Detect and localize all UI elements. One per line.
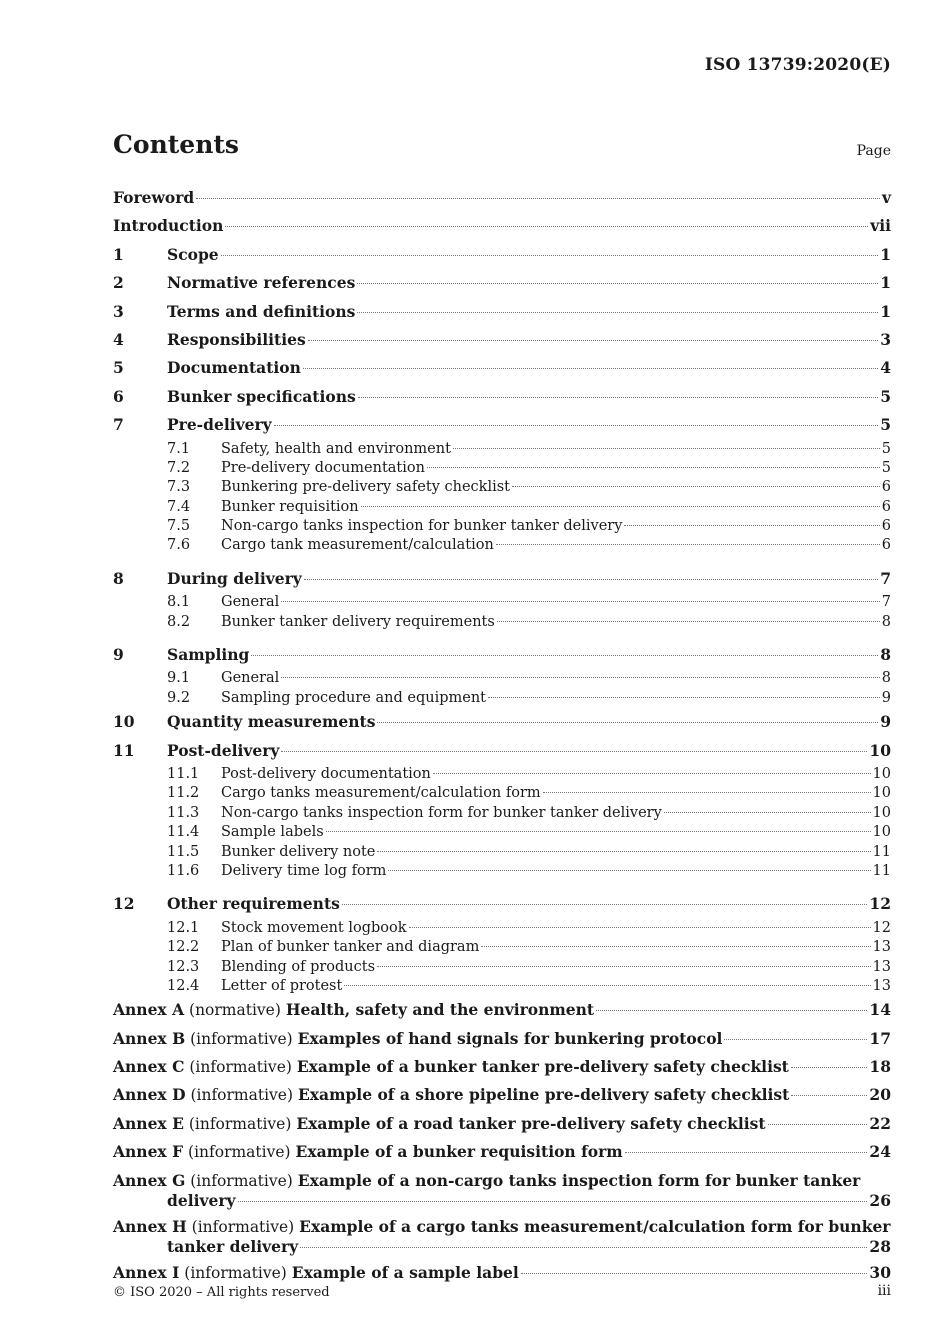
toc-annex-title: Example of a non-cargo tanks inspection form for bunker tanker <box>297 1170 861 1190</box>
toc-annex-title: Example of a shore pipeline pre-delivery safety checklist <box>297 1085 790 1105</box>
toc-annex-id: Annex C <box>113 1057 185 1077</box>
toc-entry-label: Bunkering pre-delivery safety checklist <box>221 479 510 496</box>
toc-annex-label <box>113 1081 789 1109</box>
toc-entry-subclause[interactable] <box>113 765 891 784</box>
toc-entry-page: 8 <box>880 645 891 665</box>
toc-annex-id: Annex D <box>113 1085 186 1105</box>
toc-dot-leader <box>326 831 871 832</box>
toc-annex-line-2 <box>113 1191 891 1211</box>
toc-entry-page: 6 <box>881 537 891 554</box>
toc-entry-label: Bunker tanker delivery requirements <box>221 613 495 630</box>
toc-entry-page: 1 <box>880 244 891 264</box>
toc-entry-page: 10 <box>872 824 891 841</box>
document-id-header: ISO 13739:2020(E) <box>704 55 891 75</box>
toc-entry-subclause[interactable] <box>113 593 891 612</box>
toc-annex-line-1 <box>113 1167 891 1191</box>
toc-entry-subclause[interactable] <box>113 536 891 555</box>
toc-annex-title: Health, safety and the environment <box>285 1000 595 1020</box>
toc-annex-label <box>113 1259 519 1287</box>
toc-entry-label: Introduction <box>113 216 224 236</box>
toc-entry-label: Cargo tank measurement/calculation <box>221 537 494 554</box>
toc-dot-leader <box>521 1273 868 1274</box>
toc-entry-label: Cargo tanks measurement/calculation form <box>221 785 541 802</box>
toc-entry-page: 7 <box>880 568 891 588</box>
toc-entry-number: 7.2 <box>167 459 191 476</box>
toc-entry-page: 24 <box>869 1142 891 1162</box>
toc-entry-number: 11.1 <box>167 765 200 782</box>
toc-entry-label: Stock movement logbook <box>221 919 407 936</box>
toc-dot-leader <box>768 1124 868 1125</box>
toc-entry-annex[interactable] <box>113 1081 891 1109</box>
toc-entry-page: 9 <box>880 712 891 732</box>
toc-dot-leader <box>409 927 871 928</box>
toc-entry-page: 30 <box>869 1262 891 1282</box>
toc-entry-subclause[interactable] <box>113 613 891 632</box>
toc-dot-leader <box>281 751 867 752</box>
toc-entry-number: 7 <box>113 415 124 435</box>
toc-annex-line-1 <box>113 1213 891 1237</box>
toc-entry-label: Foreword <box>113 188 195 207</box>
toc-entry-page: 26 <box>869 1190 891 1210</box>
toc-entry-number: 12 <box>113 894 135 914</box>
toc-annex-label <box>113 1053 789 1081</box>
toc-entry-page: 5 <box>881 459 891 476</box>
toc-dot-leader <box>377 722 878 723</box>
toc-annex-title-cont: tanker delivery <box>167 1236 299 1256</box>
toc-entry-number: 8.2 <box>167 613 191 630</box>
toc-entry-page: 5 <box>881 440 891 457</box>
toc-entry-label: Normative references <box>167 273 356 293</box>
toc-entry-number: 12.2 <box>167 939 200 956</box>
toc-dot-leader <box>342 904 868 905</box>
toc-entry-page: 3 <box>880 329 891 349</box>
toc-entry-label: Responsibilities <box>167 329 306 349</box>
toc-entry-number: 10 <box>113 712 135 732</box>
toc-entry-subclause[interactable] <box>113 804 891 823</box>
toc-entry-page: 10 <box>872 804 891 821</box>
toc-entry-page: 8 <box>881 670 891 687</box>
toc-entry-subclause[interactable] <box>113 823 891 842</box>
toc-entry-number: 7.3 <box>167 479 191 496</box>
toc-dot-leader <box>481 946 870 947</box>
toc-entry-annex[interactable] <box>113 1025 891 1053</box>
toc-dot-leader <box>281 677 879 678</box>
toc-entry-clause[interactable] <box>113 708 891 736</box>
toc-entry-subclause[interactable] <box>113 478 891 497</box>
toc-entry-label: Sampling <box>167 645 250 665</box>
toc-entry-number: 7.1 <box>167 440 191 457</box>
copyright-footer: © ISO 2020 – All rights reserved <box>113 1285 330 1300</box>
toc-entry-label: Bunker delivery note <box>221 843 376 860</box>
toc-entry-page: 11 <box>872 862 891 879</box>
toc-annex-type: (informative) <box>190 1086 294 1105</box>
toc-annex-title-cont: delivery <box>167 1190 236 1210</box>
toc-annex-type: (informative) <box>191 1217 295 1236</box>
toc-entry-clause[interactable] <box>113 184 891 212</box>
toc-entry-clause[interactable] <box>113 298 891 326</box>
toc-dot-leader <box>543 792 871 793</box>
toc-entry-page: 13 <box>872 939 891 956</box>
toc-entry-number: 7.5 <box>167 518 191 535</box>
toc-annex-title: Example of a cargo tanks measurement/calculation form for bunker <box>299 1216 891 1236</box>
toc-annex-type: (informative) <box>188 1143 291 1162</box>
toc-entry-number: 11.2 <box>167 785 200 802</box>
toc-entry-subclause[interactable] <box>113 440 891 459</box>
toc-entry-clause[interactable] <box>113 641 891 669</box>
toc-entry-subclause[interactable] <box>113 958 891 977</box>
toc-annex-title: Example of a road tanker pre-delivery safety checklist <box>296 1113 766 1133</box>
page-title: Contents <box>113 130 240 159</box>
toc-annex-label <box>113 1138 623 1166</box>
toc-dot-leader <box>196 198 880 199</box>
toc-entry-number: 11.6 <box>167 862 200 879</box>
toc-entry-page: v <box>881 188 891 207</box>
toc-dot-leader <box>361 506 880 507</box>
toc-annex-label <box>113 1110 766 1138</box>
toc-annex-title: Example of a bunker tanker pre-delivery safety checklist <box>296 1057 789 1077</box>
toc-annex-type: (informative) <box>190 1171 293 1190</box>
toc-dot-leader <box>664 812 871 813</box>
toc-entry-page: 17 <box>869 1028 891 1048</box>
toc-entry-page: 1 <box>880 273 891 293</box>
toc-entry-label: Sampling procedure and equipment <box>221 689 486 706</box>
toc-entry-subclause[interactable] <box>113 784 891 803</box>
toc-annex-label <box>113 1025 722 1053</box>
toc-dot-leader <box>377 851 870 852</box>
toc-entry-clause[interactable] <box>113 241 891 269</box>
toc-entry-label: Post-delivery <box>167 740 280 760</box>
toc-dot-leader <box>427 467 880 468</box>
toc-dot-leader <box>488 697 880 698</box>
toc-entry-page: 13 <box>872 977 891 994</box>
toc-entry-label: Scope <box>167 244 219 264</box>
toc-dot-leader <box>625 1152 868 1153</box>
page-column-label: Page <box>856 143 891 159</box>
toc-entry-subclause[interactable] <box>113 517 891 536</box>
toc-entry-number: 12.3 <box>167 958 200 975</box>
toc-entry-label: Blending of products <box>221 958 376 975</box>
table-of-contents <box>113 184 891 1287</box>
toc-entry-annex[interactable] <box>113 1259 891 1287</box>
toc-entry-subclause[interactable] <box>113 459 891 478</box>
toc-dot-leader <box>304 579 878 580</box>
toc-entry-number: 7.6 <box>167 537 191 554</box>
toc-entry-subclause[interactable] <box>113 919 891 938</box>
toc-entry-number: 8 <box>113 568 124 588</box>
toc-entry-subclause[interactable] <box>113 862 891 881</box>
toc-entry-subclause[interactable] <box>113 938 891 957</box>
toc-entry-page: 22 <box>869 1113 891 1133</box>
toc-entry-annex[interactable] <box>113 1167 891 1213</box>
toc-annex-id: Annex F <box>113 1142 184 1162</box>
toc-entry-page: 10 <box>872 785 891 802</box>
toc-entry-annex[interactable] <box>113 1213 891 1259</box>
toc-entry-clause[interactable] <box>113 737 891 765</box>
page-number-footer: iii <box>877 1283 891 1299</box>
toc-dot-leader <box>497 621 880 622</box>
toc-entry-label: Quantity measurements <box>167 712 376 732</box>
toc-dot-leader <box>221 255 879 256</box>
toc-entry-number: 12.4 <box>167 977 200 994</box>
toc-dot-leader <box>281 601 879 602</box>
toc-entry-annex[interactable] <box>113 1138 891 1166</box>
toc-entry-page: 12 <box>872 919 891 936</box>
toc-dot-leader <box>496 544 880 545</box>
toc-dot-leader <box>300 1247 867 1248</box>
toc-entry-label: General <box>221 594 280 611</box>
toc-dot-leader <box>512 486 880 487</box>
toc-dot-leader <box>388 870 870 871</box>
toc-entry-number: 8.1 <box>167 594 191 611</box>
toc-entry-clause[interactable] <box>113 212 891 240</box>
toc-entry-page: 6 <box>881 518 891 535</box>
toc-entry-page: 20 <box>869 1085 891 1105</box>
toc-entry-label: Bunker specifications <box>167 386 356 406</box>
toc-entry-label: Bunker requisition <box>221 498 359 515</box>
toc-entry-label: Non-cargo tanks inspection form for bunker tanker delivery <box>221 804 662 821</box>
toc-entry-number: 12.1 <box>167 919 200 936</box>
toc-annex-id: Annex I <box>113 1262 180 1282</box>
toc-entry-annex[interactable] <box>113 1110 891 1138</box>
toc-entry-page: 12 <box>869 894 891 914</box>
toc-entry-label: Post-delivery documentation <box>221 765 431 782</box>
toc-entry-page: 13 <box>872 958 891 975</box>
toc-entry-page: 10 <box>872 765 891 782</box>
toc-dot-leader <box>453 448 880 449</box>
toc-dot-leader <box>344 985 870 986</box>
toc-entry-label: Documentation <box>167 358 301 378</box>
toc-annex-type: (informative) <box>189 1058 292 1077</box>
toc-entry-page: 28 <box>869 1236 891 1256</box>
toc-entry-page: 4 <box>880 358 891 378</box>
toc-dot-leader <box>308 340 879 341</box>
toc-dot-leader <box>624 525 879 526</box>
toc-spacer <box>113 881 891 890</box>
toc-entry-label: Letter of protest <box>221 977 343 994</box>
toc-entry-number: 6 <box>113 386 124 406</box>
toc-entry-subclause[interactable] <box>113 977 891 996</box>
toc-annex-label <box>113 996 594 1024</box>
toc-entry-page: 6 <box>881 498 891 515</box>
toc-entry-number: 11 <box>113 740 135 760</box>
toc-entry-page: 9 <box>881 689 891 706</box>
toc-entry-number: 5 <box>113 358 124 378</box>
toc-entry-subclause[interactable] <box>113 843 891 862</box>
toc-entry-label: Safety, health and environment <box>221 440 451 457</box>
toc-entry-number: 9.1 <box>167 670 191 687</box>
toc-entry-subclause[interactable] <box>113 498 891 517</box>
toc-entry-number: 11.3 <box>167 804 200 821</box>
toc-dot-leader <box>791 1067 868 1068</box>
toc-entry-clause[interactable] <box>113 411 891 439</box>
toc-entry-label: Pre-delivery <box>167 415 272 435</box>
toc-annex-line-2 <box>113 1237 891 1257</box>
toc-entry-subclause[interactable] <box>113 689 891 708</box>
toc-entry-number: 11.4 <box>167 824 200 841</box>
toc-annex-title: Examples of hand signals for bunkering protocol <box>297 1028 723 1048</box>
toc-annex-type: (informative) <box>184 1263 287 1282</box>
toc-entry-annex[interactable] <box>113 996 891 1024</box>
toc-annex-id: Annex B <box>113 1028 186 1048</box>
toc-dot-leader <box>377 966 871 967</box>
toc-entry-number: 11.5 <box>167 843 200 860</box>
toc-entry-page: 7 <box>881 594 891 611</box>
toc-entry-number: 9.2 <box>167 689 191 706</box>
toc-entry-page: 6 <box>881 479 891 496</box>
toc-entry-page: 18 <box>869 1057 891 1077</box>
toc-entry-label: Sample labels <box>221 824 324 841</box>
toc-entry-number: 4 <box>113 329 124 349</box>
toc-entry-annex[interactable] <box>113 1053 891 1081</box>
toc-entry-page: 5 <box>880 386 891 406</box>
toc-entry-clause[interactable] <box>113 354 891 382</box>
toc-entry-number: 2 <box>113 273 124 293</box>
toc-entry-page: 11 <box>872 843 891 860</box>
toc-entry-page: 8 <box>881 613 891 630</box>
toc-annex-type: (informative) <box>190 1029 293 1048</box>
toc-entry-label: Plan of bunker tanker and diagram <box>221 939 480 956</box>
toc-entry-page: vii <box>870 216 891 236</box>
toc-entry-label: Delivery time log form <box>221 862 387 879</box>
toc-entry-number: 7.4 <box>167 498 191 515</box>
toc-annex-type: (normative) <box>189 1001 281 1020</box>
toc-annex-title: Example of a bunker requisition form <box>295 1142 623 1162</box>
toc-dot-leader <box>791 1095 867 1096</box>
toc-dot-leader <box>357 283 878 284</box>
toc-dot-leader <box>303 368 878 369</box>
toc-dot-leader <box>724 1039 867 1040</box>
toc-dot-leader <box>251 655 878 656</box>
toc-dot-leader <box>596 1010 867 1011</box>
toc-entry-clause[interactable] <box>113 326 891 354</box>
toc-entry-label: General <box>221 670 280 687</box>
toc-entry-label: During delivery <box>167 568 302 588</box>
toc-annex-id: Annex G <box>113 1170 186 1190</box>
toc-spacer <box>113 632 891 641</box>
toc-entry-label: Pre-delivery documentation <box>221 459 425 476</box>
toc-dot-leader <box>357 312 878 313</box>
toc-dot-leader <box>238 1201 868 1202</box>
toc-dot-leader <box>433 773 871 774</box>
toc-entry-clause[interactable] <box>113 890 891 918</box>
toc-dot-leader <box>274 425 879 426</box>
toc-entry-number: 3 <box>113 301 124 321</box>
toc-entry-clause[interactable] <box>113 383 891 411</box>
toc-dot-leader <box>225 226 868 227</box>
toc-entry-page: 14 <box>869 1000 891 1020</box>
toc-dot-leader <box>358 397 879 398</box>
toc-spacer <box>113 556 891 565</box>
toc-annex-title: Example of a sample label <box>291 1262 519 1282</box>
toc-entry-page: 5 <box>880 415 891 435</box>
toc-entry-subclause[interactable] <box>113 669 891 688</box>
toc-entry-label: Other requirements <box>167 894 340 914</box>
toc-entry-page: 1 <box>880 301 891 321</box>
toc-entry-clause[interactable] <box>113 565 891 593</box>
toc-entry-number: 1 <box>113 244 124 264</box>
toc-entry-clause[interactable] <box>113 269 891 297</box>
toc-annex-id: Annex H <box>113 1216 187 1236</box>
toc-annex-id: Annex E <box>113 1113 184 1133</box>
toc-entry-label: Non-cargo tanks inspection for bunker tanker delivery <box>221 518 623 535</box>
toc-entry-page: 10 <box>869 740 891 760</box>
toc-entry-label: Terms and definitions <box>167 301 356 321</box>
toc-annex-id: Annex A <box>113 1000 185 1020</box>
toc-annex-type: (informative) <box>188 1114 292 1133</box>
toc-entry-number: 9 <box>113 645 124 665</box>
